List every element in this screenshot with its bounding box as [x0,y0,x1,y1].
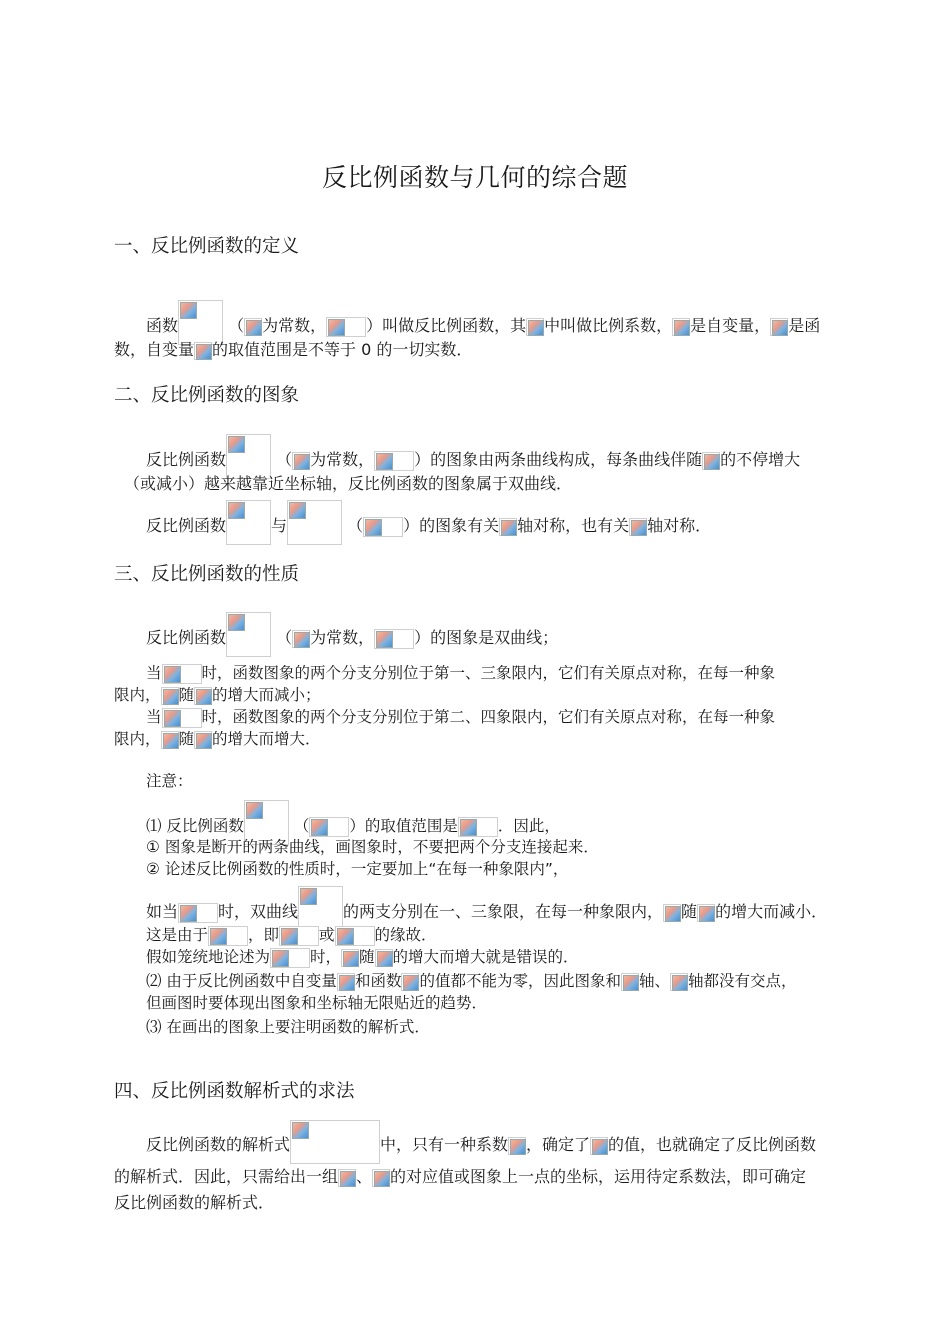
text: 时，函数图象的两个分支分别位于第一、三象限内，它们有关原点对称，在每一种象 [201,664,776,682]
formula-image [270,948,310,968]
text: （ [276,628,293,647]
text: 的两支分别在一、三象限，在每一种象限内， [343,902,664,921]
formula-image [372,1169,390,1187]
text: 随 [178,686,195,704]
text: 这是由于 [146,926,209,944]
text: 随 [359,948,375,966]
formula-image [290,1120,380,1164]
text: 的不停增大 [720,450,801,469]
text: 、 [356,1167,373,1186]
note-1-example-line-2 [114,924,870,946]
text: ）的取值范围是 [349,817,458,835]
text: 反比例函数的解析式 [146,1135,291,1154]
text: ．因此， [497,817,560,835]
formula-image [161,687,179,705]
text: 的增大而增大． [212,730,321,748]
text: 与 [271,516,288,535]
text: ）的图象是双曲线； [414,628,559,647]
formula-image [226,612,271,657]
text: 为常数， [310,450,375,469]
formula-image [590,1137,608,1155]
formula-image [670,973,688,991]
formula-image [697,904,715,922]
note-1-item-2: ② 论述反比例函数的性质时，一定要加上“在每一种象限内”， [146,860,569,878]
text: ，即 [248,926,280,944]
formula-image [401,973,419,991]
formula-image [309,817,349,837]
s1-paragraph-line-2 [114,333,838,366]
section-1-heading: 一、反比例函数的定义 [114,236,300,257]
s3-when-negative-line-1 [114,706,870,728]
note-2-line-1 [114,970,870,992]
note-2-line-2: 但画图时要体现出图象和坐标轴无限贴近的趋势． [146,994,488,1012]
s4-paragraph-line-1 [114,1120,870,1164]
text: 的增大而减小； [212,686,321,704]
text: 随 [681,902,698,921]
text: 的值，也就确定了反比例函数 [608,1135,817,1154]
formula-image [178,903,218,923]
section-2-heading: 二、反比例函数的图象 [114,385,300,406]
text: （ [276,450,293,469]
text: ⑴ 反比例函数 [146,817,244,835]
text: 的值都不能为零，因此图象和 [419,972,621,990]
formula-image [375,949,393,967]
s3-paragraph-line-1 [114,612,870,657]
text: ）的图象由两条曲线构成，每条曲线伴随 [414,450,703,469]
formula-image [335,926,375,946]
page-title: 反比例函数与几何的综合题 [321,163,628,192]
text: 轴都没有交点， [687,972,797,990]
text: 轴对称． [647,516,712,535]
text: ）的图象有关 [403,516,500,535]
formula-image [226,500,271,545]
text: 时，双曲线 [218,902,299,921]
text: 和函数 [354,972,402,990]
text: 的缘故． [374,926,437,944]
formula-image [374,629,414,649]
text: 反比例函数 [146,516,227,535]
text: 轴、 [638,972,670,990]
text: ）叫做反比例函数，其 [366,316,527,335]
text: 假如笼统地论述为 [146,948,271,966]
text: ⑵ 由于反比例函数中自变量 [146,972,337,990]
formula-image [337,973,355,991]
s2-paragraph-line-2: （或减小）越来越靠近坐标轴，反比例函数的图象属于双曲线． [124,474,573,493]
text: 限内， [114,730,161,748]
text: 的对应值或图象上一点的坐标，运用待定系数法，即可确定 [390,1167,807,1186]
text: 的取值范围是不等于 0 的一切实数． [212,340,473,359]
formula-image [363,517,403,537]
s2-paragraph-line-3 [114,500,870,545]
text: 如当 [146,902,179,921]
text: 数，自变量 [114,340,195,359]
formula-image [279,926,319,946]
formula-image [162,664,202,684]
text: ，确定了 [526,1135,591,1154]
formula-image [508,1137,526,1155]
text: 为常数， [262,316,327,335]
section-3-heading: 三、反比例函数的性质 [114,564,300,585]
formula-image [458,817,498,837]
text: 或 [319,926,335,944]
text: 是函 [788,316,821,335]
s3-when-positive-line-1 [114,662,870,684]
formula-image [194,687,212,705]
formula-image [194,342,212,360]
text: 中叫做比例系数， [544,316,673,335]
text: 轴对称，也有关 [517,516,630,535]
formula-image [208,926,248,946]
formula-image [499,518,517,536]
text: 限内， [114,686,161,704]
formula-image [341,949,359,967]
text: 时，函数图象的两个分支分别位于第二、四象限内，它们有关原点对称，在每一种象 [201,708,776,726]
formula-image [194,731,212,749]
text: 中，只有一种系数 [380,1135,509,1154]
text: 反比例函数 [146,628,227,647]
text: 的解析式．因此，只需给出一组 [114,1167,339,1186]
text: 当 [146,708,162,726]
formula-image [161,731,179,749]
formula-image [621,973,639,991]
text: （ [228,316,245,335]
text: （ [293,817,310,835]
section-4-heading: 四、反比例函数解析式的求法 [114,1081,355,1102]
text: 函数 [146,316,179,335]
text: 随 [178,730,195,748]
note-label: 注意： [146,772,193,790]
text: （ [347,516,364,535]
note-1-example-line-3 [114,946,870,968]
text: 反比例函数 [146,450,227,469]
s4-paragraph-line-3: 反比例函数的解析式． [114,1193,275,1212]
formula-image [663,904,681,922]
formula-image [162,708,202,728]
text: 的增大而增大就是错误的． [392,948,579,966]
text: 是自变量， [690,316,771,335]
s3-when-negative-line-2 [114,728,838,750]
text: 当 [146,664,162,682]
formula-image [292,630,310,648]
formula-image [338,1169,356,1187]
formula-image [287,500,342,545]
formula-image [629,518,647,536]
text: 的增大而减小． [715,902,828,921]
text: 为常数， [310,628,375,647]
note-3: ⑶ 在画出的图象上要注明函数的解析式． [146,1018,430,1036]
note-1-item-1: ① 图象是断开的两条曲线，画图象时，不要把两个分支连接起来． [146,838,599,856]
text: 时， [310,948,342,966]
s3-when-positive-line-2 [114,684,838,706]
